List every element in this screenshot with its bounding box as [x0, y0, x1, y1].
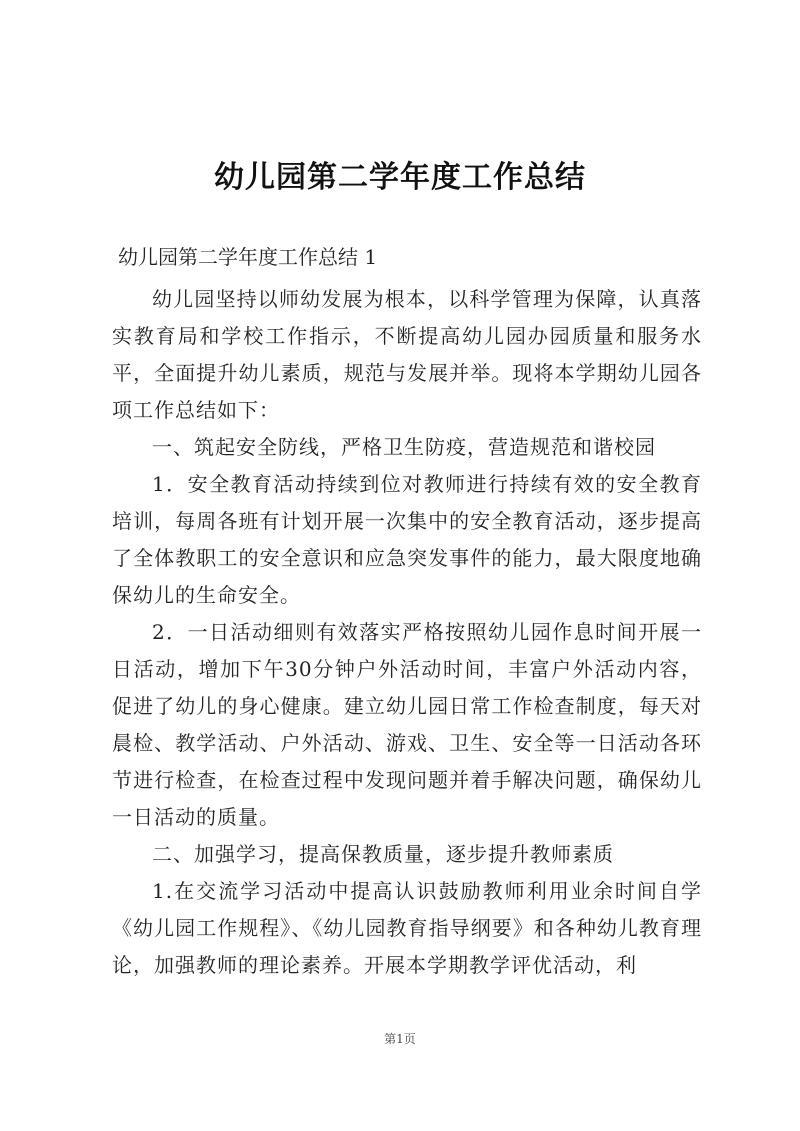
paragraph-heading-two: 二、加强学习，提高保教质量，逐步提升教师素质: [152, 842, 614, 866]
section-heading: 幼儿园第二学年度工作总结 1: [118, 245, 378, 269]
paragraph-heading-one: 一、筑起安全防线，严格卫生防疫，营造规范和谐校园: [152, 435, 656, 459]
paragraph-daily-activities: 2．一日活动细则有效落实严格按照幼儿园作息时间开展一日活动，增加下午30分钟户外活动时间，丰富户外活动内容，促进了幼儿的身心健康。建立幼儿园日常工作检查制度，每天对晨检、教学活动、户外活动、游戏、卫生、安全等一日活动各环节进行检查，在检查过程中发现问题并着手解决问题，确保幼儿一日活动的质量。: [112, 620, 702, 829]
paragraph-intro: 幼儿园坚持以师幼发展为根本，以科学管理为保障，认真落实教育局和学校工作指示，不断提高幼儿园办园质量和服务水平，全面提升幼儿素质，规范与发展并举。现将本学期幼儿园各项工作总结如下：: [112, 287, 702, 422]
paragraph-study-exchange: 1.在交流学习活动中提高认识鼓励教师利用业余时间自学《幼儿园工作规程》、《幼儿园教育指导纲要》和各种幼儿教育理论，加强教师的理论素养。开展本学期教学评优活动，利: [112, 879, 702, 977]
document-body: [112, 281, 702, 984]
document-title: 幼儿园第二学年度工作总结: [214, 160, 586, 195]
paragraph-safety-education: 1．安全教育活动持续到位对教师进行持续有效的安全教育培训，每周各班有计划开展一次集中的安全教育活动，逐步提高了全体教职工的安全意识和应急突发事件的能力，最大限度地确保幼儿的生命安全。: [112, 472, 702, 607]
page-number: 第1页: [384, 1032, 416, 1046]
